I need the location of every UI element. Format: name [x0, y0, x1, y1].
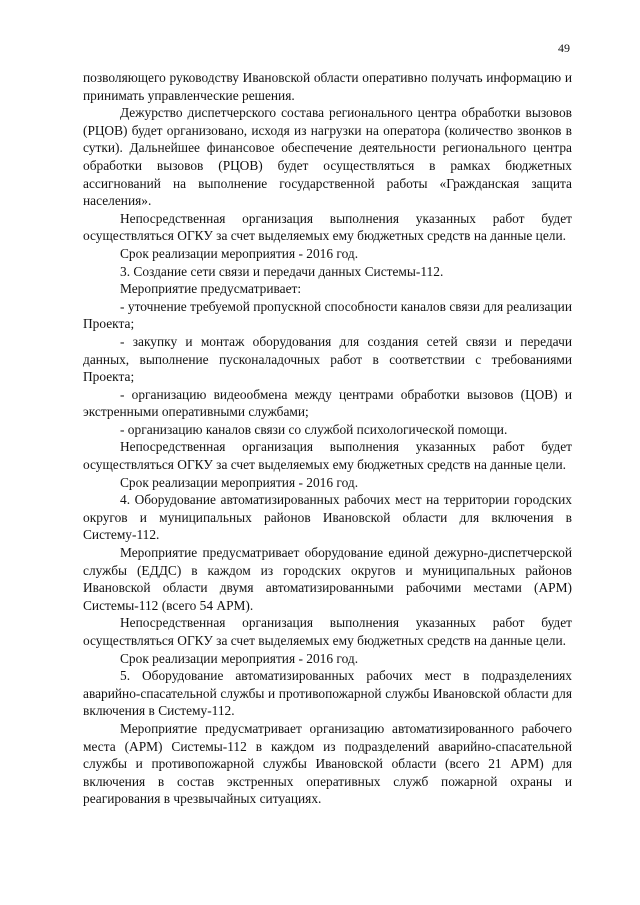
paragraph-organization-3: Непосредственная организация выполнения указанных работ будет осуществляться ОГКУ за счет выделяемых ему бюджетных средств на данные цели. — [83, 615, 572, 648]
paragraph-section-4-heading: 4. Оборудование автоматизированных рабочих мест на территории городских округов и муниципальных районов Ивановской области для включения в Систему-112. — [83, 492, 572, 543]
paragraph-deadline-1: Срок реализации мероприятия - 2016 год. — [120, 245, 359, 261]
list-item-bandwidth: - уточнение требуемой пропускной способности каналов связи для реализации Проекта; — [83, 298, 572, 332]
paragraph-edds-equipment: Мероприятие предусматривает оборудование единой дежурно-диспетчерской службы (ЕДДС) в каждом из городских округов и муниципальных районов Ивановской области двумя автоматизированными рабочими местами (АРМ) Системы-112 (всего 54 АРМ). — [83, 545, 572, 613]
paragraph-intro-continuation: позволяющего руководству Ивановской области оперативно получать информацию и принимать управленческие решения. — [83, 70, 572, 103]
paragraph-arm-organization: Мероприятие предусматривает организацию автоматизированного рабочего места (АРМ) Системы-112 в каждом из подразделений аварийно-спасательной службы и противопожарной службы Ивановской области (всего 21 АРМ) для включения в состав экстренных оперативных служб пожарной охраны и реагирования в чрезвычайных ситуациях. — [83, 720, 572, 807]
paragraph-deadline-3: Срок реализации мероприятия - 2016 год. — [120, 650, 359, 666]
paragraph-rcov-duty: Дежурство диспетчерского состава регионального центра обработки вызовов (РЦОВ) будет организовано, исходя из нагрузки на оператора (количество звонков в сутки). Дальнейшее финансовое обеспечение деятельности регионального центра обработки вызовов (РЦОВ) будет осуществляться в рамках бюджетных ассигнований на выполнение государственной работы «Гражданская защита населения». — [83, 105, 572, 209]
body-text — [83, 69, 572, 808]
paragraph-organization-2: Непосредственная организация выполнения указанных работ будет осуществляться ОГКУ за счет выделяемых ему бюджетных средств на данные цели. — [83, 439, 572, 473]
paragraph-deadline-2: Срок реализации мероприятия - 2016 год. — [120, 474, 359, 490]
list-item-video-exchange: - организацию видеообмена между центрами обработки вызовов (ЦОВ) и экстренными оперативными службами; — [83, 386, 572, 420]
paragraph-measure-provides: Мероприятие предусматривает: — [120, 281, 302, 297]
page-number: 49 — [558, 41, 570, 55]
paragraph-section-3-heading: 3. Создание сети связи и передачи данных Системы-112. — [120, 263, 444, 279]
list-item-psychological-help: - организацию каналов связи со службой психологической помощи. — [120, 421, 508, 437]
paragraph-section-5-heading: 5. Оборудование автоматизированных рабочих мест в подразделениях аварийно-спасательной службы и противопожарной службы Ивановской области для включения в Систему-112. — [83, 668, 572, 719]
paragraph-organization-1: Непосредственная организация выполнения указанных работ будет осуществляться ОГКУ за счет выделяемых ему бюджетных средств на данные цели. — [83, 210, 572, 244]
list-item-equipment-purchase: - закупку и монтаж оборудования для создания сетей связи и передачи данных, выполнение пусконаладочных работ в соответствии с требованиями Проекта; — [83, 333, 572, 385]
